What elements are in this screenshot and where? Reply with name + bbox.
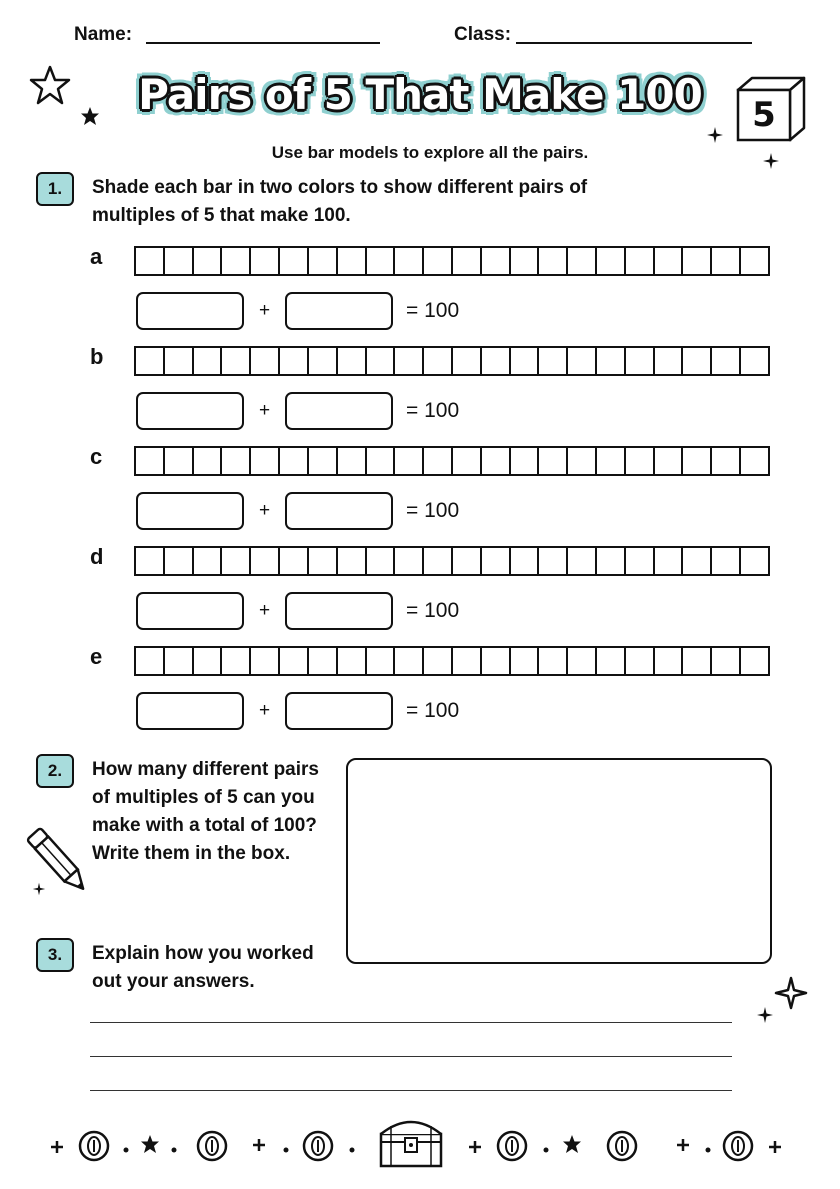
equals-total: = 100 <box>406 499 460 522</box>
bar-cell[interactable] <box>222 448 251 474</box>
question-1-line-1: Shade each bar in two colors to show different pairs of <box>92 177 588 198</box>
bar-cell[interactable] <box>309 548 338 574</box>
plus-icon <box>252 1138 266 1152</box>
first-addend-box[interactable] <box>136 392 244 430</box>
coin-icon <box>196 1130 228 1162</box>
bar-cell[interactable] <box>395 248 424 274</box>
coin-icon <box>606 1130 638 1162</box>
bar-cell[interactable] <box>165 448 194 474</box>
plus-sign: + <box>259 700 271 721</box>
bar-model <box>134 646 770 676</box>
plus-sign: + <box>259 500 271 521</box>
treasure-chest-icon <box>378 1112 444 1168</box>
bar-cell[interactable] <box>655 348 684 374</box>
bar-cell[interactable] <box>194 248 223 274</box>
bar-cell[interactable] <box>251 248 280 274</box>
bar-cell[interactable] <box>712 248 741 274</box>
bar-cell[interactable] <box>222 348 251 374</box>
bar-cell[interactable] <box>453 448 482 474</box>
bar-cell[interactable] <box>655 248 684 274</box>
bar-letter: a <box>90 244 103 269</box>
bar-cell[interactable] <box>482 648 511 674</box>
bar-cell[interactable] <box>511 348 540 374</box>
bar-cell[interactable] <box>712 548 741 574</box>
coin-icon <box>78 1130 110 1162</box>
bar-cell[interactable] <box>712 448 741 474</box>
question-1-text <box>92 174 712 230</box>
dot-icon <box>704 1146 712 1154</box>
bar-cell[interactable] <box>626 248 655 274</box>
pairs-answer-box[interactable] <box>346 758 772 964</box>
bar-cell[interactable] <box>511 648 540 674</box>
bar-cell[interactable] <box>597 348 626 374</box>
dot-icon <box>122 1146 130 1154</box>
bar-cell[interactable] <box>309 448 338 474</box>
bar-cell[interactable] <box>511 548 540 574</box>
bar-cell[interactable] <box>424 548 453 574</box>
bar-cell[interactable] <box>165 648 194 674</box>
bar-cell[interactable] <box>136 648 165 674</box>
question-2-line: Write them in the box. <box>92 843 291 864</box>
equals-total: = 100 <box>406 599 460 622</box>
bar-cell[interactable] <box>395 448 424 474</box>
bar-cell[interactable] <box>626 348 655 374</box>
dot-icon <box>282 1146 290 1154</box>
bar-cell[interactable] <box>482 348 511 374</box>
class-field[interactable] <box>516 42 752 44</box>
bar-cell[interactable] <box>222 648 251 674</box>
first-addend-box[interactable] <box>136 692 244 730</box>
bar-cell[interactable] <box>626 548 655 574</box>
bar-cell[interactable] <box>568 548 597 574</box>
bar-cell[interactable] <box>136 248 165 274</box>
bar-cell[interactable] <box>280 548 309 574</box>
bar-cell[interactable] <box>251 448 280 474</box>
bar-cell[interactable] <box>338 248 367 274</box>
bar-cell[interactable] <box>741 448 768 474</box>
second-addend-box[interactable] <box>285 392 393 430</box>
bar-cell[interactable] <box>655 448 684 474</box>
bar-cell[interactable] <box>453 248 482 274</box>
bar-cell[interactable] <box>741 648 768 674</box>
bar-letter: b <box>90 344 104 369</box>
bar-cell[interactable] <box>222 248 251 274</box>
equals-total: = 100 <box>406 699 460 722</box>
bar-cell[interactable] <box>511 248 540 274</box>
bar-cell[interactable] <box>251 348 280 374</box>
bar-cell[interactable] <box>194 448 223 474</box>
question-3-line: Explain how you worked <box>92 943 314 964</box>
sparkle-icon <box>706 126 724 144</box>
second-addend-box[interactable] <box>285 492 393 530</box>
bar-cell[interactable] <box>539 248 568 274</box>
bar-cell[interactable] <box>424 448 453 474</box>
bar-cell[interactable] <box>597 648 626 674</box>
bar-cell[interactable] <box>367 448 396 474</box>
plus-sign: + <box>259 300 271 321</box>
plus-icon <box>768 1140 782 1154</box>
name-label: Name: <box>74 24 133 45</box>
bar-cell[interactable] <box>655 548 684 574</box>
bar-cell[interactable] <box>683 448 712 474</box>
bar-cell[interactable] <box>395 648 424 674</box>
question-2-text <box>92 756 342 868</box>
bar-cell[interactable] <box>626 648 655 674</box>
question-2-number: 2. <box>36 754 74 788</box>
bar-model <box>134 246 770 276</box>
plus-icon <box>676 1138 690 1152</box>
writing-line[interactable] <box>90 1090 732 1091</box>
bar-cell[interactable] <box>136 548 165 574</box>
name-field[interactable] <box>146 42 380 44</box>
bar-cell[interactable] <box>511 448 540 474</box>
second-addend-box[interactable] <box>285 292 393 330</box>
bar-cell[interactable] <box>309 248 338 274</box>
question-1-line-2: multiples of 5 that make 100. <box>92 205 351 226</box>
question-3-line: out your answers. <box>92 971 255 992</box>
dot-icon <box>348 1146 356 1154</box>
bar-cell[interactable] <box>539 448 568 474</box>
bar-cell[interactable] <box>597 448 626 474</box>
page-subtitle: Use bar models to explore all the pairs. <box>271 143 589 162</box>
bar-cell[interactable] <box>338 448 367 474</box>
plus-sign: + <box>259 600 271 621</box>
bar-cell[interactable] <box>741 348 768 374</box>
sparkle-icon <box>762 152 780 170</box>
bar-cell[interactable] <box>424 248 453 274</box>
bar-cell[interactable] <box>626 448 655 474</box>
bar-cell[interactable] <box>338 548 367 574</box>
bar-cell[interactable] <box>568 248 597 274</box>
equals-total: = 100 <box>406 399 460 422</box>
class-label: Class: <box>454 24 512 45</box>
first-addend-box[interactable] <box>136 292 244 330</box>
bar-cell[interactable] <box>482 548 511 574</box>
bar-cell[interactable] <box>424 348 453 374</box>
bar-cell[interactable] <box>741 548 768 574</box>
bar-cell[interactable] <box>280 348 309 374</box>
bar-model <box>134 546 770 576</box>
bar-cell[interactable] <box>222 548 251 574</box>
bar-cell[interactable] <box>597 548 626 574</box>
bar-letter: c <box>90 444 103 469</box>
sparkle-outline-icon <box>774 976 808 1010</box>
bar-model <box>134 446 770 476</box>
bar-cell[interactable] <box>395 348 424 374</box>
bar-cell[interactable] <box>539 548 568 574</box>
bar-cell[interactable] <box>453 648 482 674</box>
first-addend-box[interactable] <box>136 492 244 530</box>
bar-cell[interactable] <box>136 448 165 474</box>
bar-cell[interactable] <box>251 548 280 574</box>
bar-cell[interactable] <box>539 348 568 374</box>
bar-cell[interactable] <box>280 448 309 474</box>
star-icon <box>562 1134 582 1154</box>
bar-cell[interactable] <box>338 648 367 674</box>
dot-icon <box>542 1146 550 1154</box>
bar-cell[interactable] <box>367 348 396 374</box>
bar-cell[interactable] <box>712 348 741 374</box>
bar-cell[interactable] <box>453 348 482 374</box>
bar-cell[interactable] <box>568 648 597 674</box>
bar-cell[interactable] <box>741 248 768 274</box>
bar-letter: d <box>90 544 104 569</box>
bar-cell[interactable] <box>597 248 626 274</box>
bar-cell[interactable] <box>539 648 568 674</box>
writing-line[interactable] <box>90 1022 732 1023</box>
bar-cell[interactable] <box>683 348 712 374</box>
star-icon <box>140 1134 160 1154</box>
second-addend-box[interactable] <box>285 592 393 630</box>
bar-cell[interactable] <box>395 548 424 574</box>
question-2-line: make with a total of 100? <box>92 815 317 836</box>
bar-cell[interactable] <box>683 648 712 674</box>
second-addend-box[interactable] <box>285 692 393 730</box>
question-1-number: 1. <box>36 172 74 206</box>
bar-cell[interactable] <box>136 348 165 374</box>
bar-cell[interactable] <box>367 548 396 574</box>
sparkle-icon <box>32 882 46 896</box>
equals-total: = 100 <box>406 299 460 322</box>
bar-model <box>134 346 770 376</box>
bar-cell[interactable] <box>482 248 511 274</box>
bar-cell[interactable] <box>165 348 194 374</box>
die-icon <box>734 74 808 144</box>
coin-icon <box>302 1130 334 1162</box>
question-3-text <box>92 940 342 996</box>
bar-letter: e <box>90 644 103 669</box>
bar-cell[interactable] <box>194 348 223 374</box>
question-2-line: How many different pairs <box>92 759 319 780</box>
bar-cell[interactable] <box>309 348 338 374</box>
bar-cell[interactable] <box>712 648 741 674</box>
bar-cell[interactable] <box>280 248 309 274</box>
bar-cell[interactable] <box>482 448 511 474</box>
plus-icon <box>468 1140 482 1154</box>
sparkle-icon <box>756 1006 774 1024</box>
bar-cell[interactable] <box>165 248 194 274</box>
bar-cell[interactable] <box>194 648 223 674</box>
bar-cell[interactable] <box>568 448 597 474</box>
writing-line[interactable] <box>90 1056 732 1057</box>
dot-icon <box>170 1146 178 1154</box>
bar-cell[interactable] <box>683 548 712 574</box>
bar-cell[interactable] <box>280 648 309 674</box>
coin-icon <box>496 1130 528 1162</box>
page-title: Pairs of 5 That Make 100 <box>138 70 702 119</box>
bar-cell[interactable] <box>251 648 280 674</box>
plus-sign: + <box>259 400 271 421</box>
bar-cell[interactable] <box>367 248 396 274</box>
bar-cell[interactable] <box>194 548 223 574</box>
bar-cell[interactable] <box>367 648 396 674</box>
bar-cell[interactable] <box>453 548 482 574</box>
bar-cell[interactable] <box>165 548 194 574</box>
plus-icon <box>50 1140 64 1154</box>
bar-cell[interactable] <box>655 648 684 674</box>
question-2-line: of multiples of 5 can you <box>92 787 315 808</box>
coin-icon <box>722 1130 754 1162</box>
bar-cell[interactable] <box>683 248 712 274</box>
bar-cell[interactable] <box>309 648 338 674</box>
question-3-number: 3. <box>36 938 74 972</box>
bar-cell[interactable] <box>568 348 597 374</box>
bar-cell[interactable] <box>424 648 453 674</box>
die-number: 5 <box>752 95 776 135</box>
bar-cell[interactable] <box>338 348 367 374</box>
first-addend-box[interactable] <box>136 592 244 630</box>
